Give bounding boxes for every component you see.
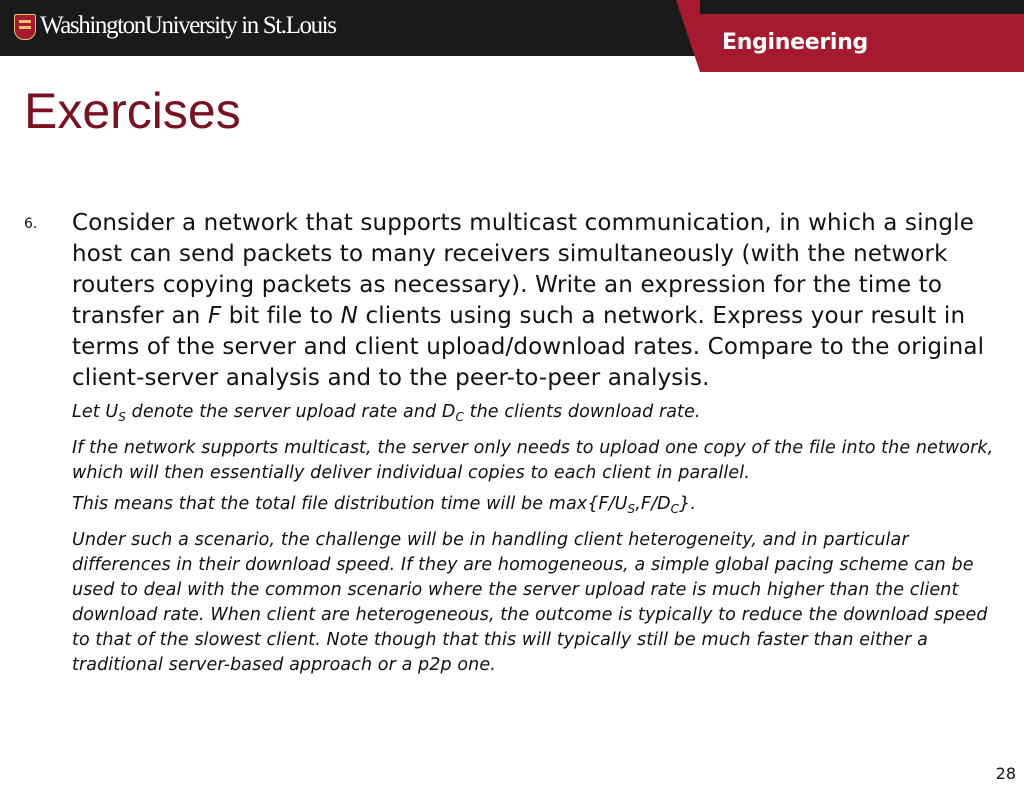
question-text (72, 208, 1019, 394)
answer1-part-b: denote the server upload rate and D (125, 402, 456, 422)
answer3-part-a: This means that the total file distribution time will be max{F/U (72, 494, 628, 514)
answer-line-4: Under such a scenario, the challenge will be in handling client heterogeneity, and in particular differences in their download speed. If they are homogeneous, a simple global pacing scheme can be used to deal with the common scenario where the server upload rate is much higher than the client download rate. When client are heterogeneous, the outcome is typically to reduce the download speed to that of the slowest client. Note though that this will typically still be much faster than either a traditional server-based approach or a p2p one. (72, 530, 988, 675)
slide-header (0, 0, 1024, 72)
university-shield-icon (14, 14, 36, 40)
answer3-part-b: ,F/D (635, 494, 671, 514)
answer3-part-d: }. (679, 494, 697, 514)
school-name: Engineering (722, 30, 868, 55)
answer1-part-a: Let U (72, 402, 119, 422)
answer-line-2: If the network supports multicast, the server only needs to upload one copy of the file into the network, which will then essentially deliver individual copies to each client in parallel. (72, 438, 994, 483)
question-part-3: clients using such a network. Express your result in terms of the server and client upload/download rates. Compare to the original client-server analysis and to the peer-to-peer analysis. (72, 303, 985, 391)
page-number: 28 (995, 764, 1016, 783)
item-number: 6. (24, 216, 38, 232)
question-var-n: N (340, 303, 359, 329)
exercise-item (24, 208, 1019, 684)
answer-line-3 (72, 492, 1019, 522)
answer3-sub-c: C (670, 502, 680, 516)
answer1-sub-s: S (118, 410, 126, 424)
question-part-1: Consider a network that supports multicast communication, in which a single host can send packets to many receivers simultaneously (with the network routers copying packets as necessary). Write an expression for the time to transfer an (72, 210, 974, 329)
answer1-part-d: the clients download rate. (463, 402, 701, 422)
page-title: Exercises (24, 83, 241, 139)
answer3-sub-s: S (627, 502, 636, 516)
answer-block (72, 400, 1019, 678)
header-red-slant (676, 0, 700, 72)
question-part-2: bit file to (221, 303, 341, 329)
university-name: WashingtonUniversity in St.Louis (40, 12, 336, 39)
header-dark-band-tail (676, 0, 1024, 14)
answer1-sub-c: C (455, 410, 464, 424)
answer-line-1 (72, 400, 1019, 430)
question-var-f: F (207, 303, 222, 329)
